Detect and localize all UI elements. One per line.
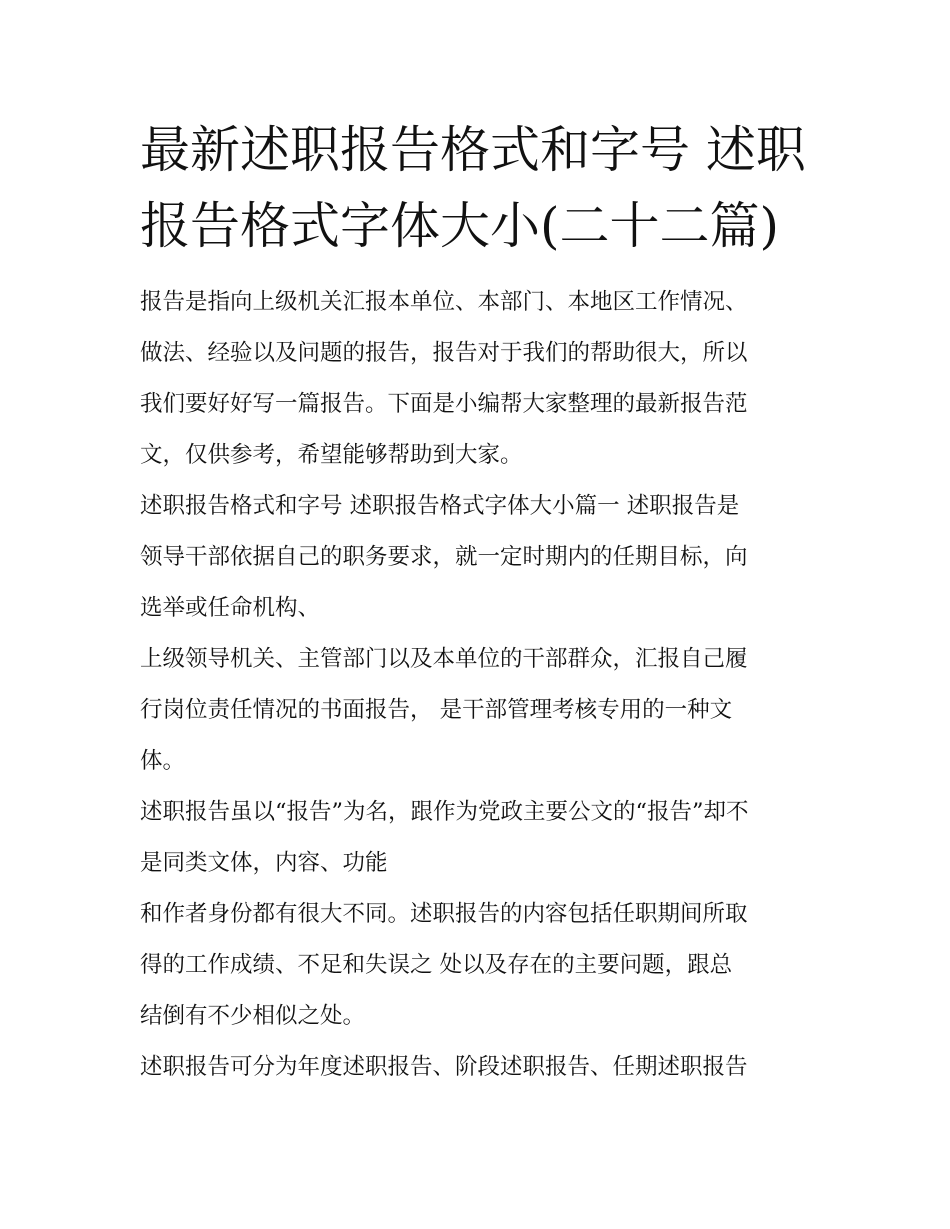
body-line: 和作者身份都有很大不同。述职报告的内容包括任职期间所取 bbox=[140, 901, 748, 927]
body-line: 做法、经验以及问题的报告，报告对于我们的帮助很大，所以 bbox=[140, 340, 748, 366]
title-line: 最新述职报告格式和字号 述职 bbox=[140, 121, 806, 179]
body-line: 报告是指向上级机关汇报本单位、本部门、本地区工作情况、 bbox=[140, 289, 748, 315]
body-line: 述职报告虽以“报告”为名，跟作为党政主要公文的“报告”却不 bbox=[140, 799, 749, 825]
body-line: 得的工作成绩、不足和失误之 处以及存在的主要问题，跟总 bbox=[140, 952, 733, 978]
body-line: 领导干部依据自己的职务要求，就一定时期内的任期目标，向 bbox=[140, 544, 748, 570]
body-line: 上级领导机关、主管部门以及本单位的干部群众，汇报自己履 bbox=[140, 646, 748, 672]
body-line: 选举或任命机构、 bbox=[140, 595, 321, 621]
body-line: 结倒有不少相似之处。 bbox=[140, 1003, 366, 1029]
body-line: 述职报告可分为年度述职报告、阶段述职报告、任期述职报告 bbox=[140, 1054, 748, 1080]
title-line: 报告格式字体大小(二十二篇) bbox=[140, 197, 780, 255]
body-line: 是同类文体，内容、功能 bbox=[140, 850, 388, 876]
document-body bbox=[140, 280, 820, 1096]
document-title bbox=[140, 112, 820, 264]
body-line: 行岗位责任情况的书面报告， 是干部管理考核专用的一种文 bbox=[140, 697, 733, 723]
body-line: 体。 bbox=[140, 748, 186, 774]
body-line: 述职报告格式和字号 述职报告格式字体大小篇一 述职报告是 bbox=[140, 493, 740, 519]
body-line: 我们要好好写一篇报告。下面是小编帮大家整理的最新报告范 bbox=[140, 391, 748, 417]
body-line: 文，仅供参考，希望能够帮助到大家。 bbox=[140, 442, 523, 468]
